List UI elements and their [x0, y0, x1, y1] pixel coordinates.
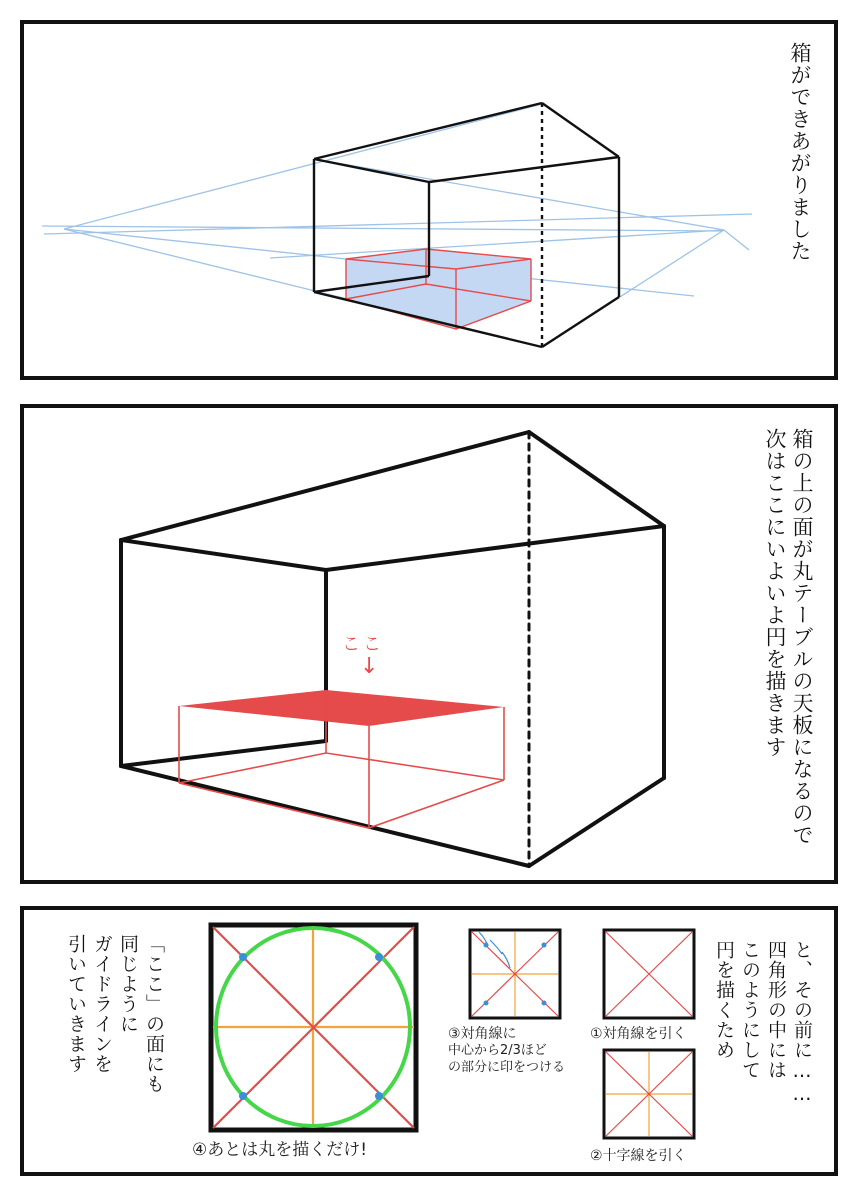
- right-caption-line3: このようにして: [739, 940, 761, 1080]
- step4-caption: ④あとは丸を描くだけ!: [192, 1140, 368, 1160]
- step3-caption-line2: 中心から2/3ほど: [448, 1043, 547, 1058]
- table-box: [179, 690, 504, 828]
- room-box-large: [121, 432, 664, 866]
- step1-square-diagram: [604, 930, 694, 1018]
- room-with-table-drawing: [24, 408, 842, 888]
- panel-tabletop-target: [20, 404, 838, 884]
- panel1-caption: 箱ができあがりました: [788, 42, 812, 262]
- right-caption-line2: 四角形の中には: [765, 940, 787, 1080]
- step1-caption: ①対角線を引く: [590, 1026, 687, 1042]
- here-label: ここ: [342, 634, 384, 655]
- step3-square-diagram: [470, 930, 560, 1018]
- two-point-perspective-box-drawing: [24, 24, 842, 384]
- panel-circle-steps: [20, 906, 838, 1176]
- left-caption-line3: ガイドラインを: [91, 934, 113, 1074]
- left-caption-line4: 引いていきます: [65, 934, 87, 1074]
- left-caption-line1: 「ここ」の面にも: [143, 934, 165, 1094]
- step3-caption-line3: の部分に印をつける: [448, 1060, 566, 1075]
- panel2-caption-line2: 次はここにいよいよ円を描きます: [763, 428, 787, 758]
- small-table-box: [346, 249, 531, 329]
- step2-caption: ②十字線を引く: [590, 1148, 687, 1164]
- here-arrow-icon: ↓: [360, 654, 379, 679]
- step2-square-diagram: [604, 1050, 694, 1138]
- big-square-diagram: [211, 925, 416, 1130]
- tabletop-highlight: [179, 690, 504, 726]
- panel-box-complete: [20, 20, 838, 380]
- right-caption-line4: 円を描くため: [713, 940, 735, 1060]
- panel2-caption-line1: 箱の上の面が丸テーブルの天板になるので: [790, 428, 814, 846]
- right-caption-line1: と、その前に……: [791, 940, 813, 1106]
- step3-caption-line1: ③対角線に: [448, 1026, 517, 1042]
- left-caption-line2: 同じように: [117, 934, 139, 1034]
